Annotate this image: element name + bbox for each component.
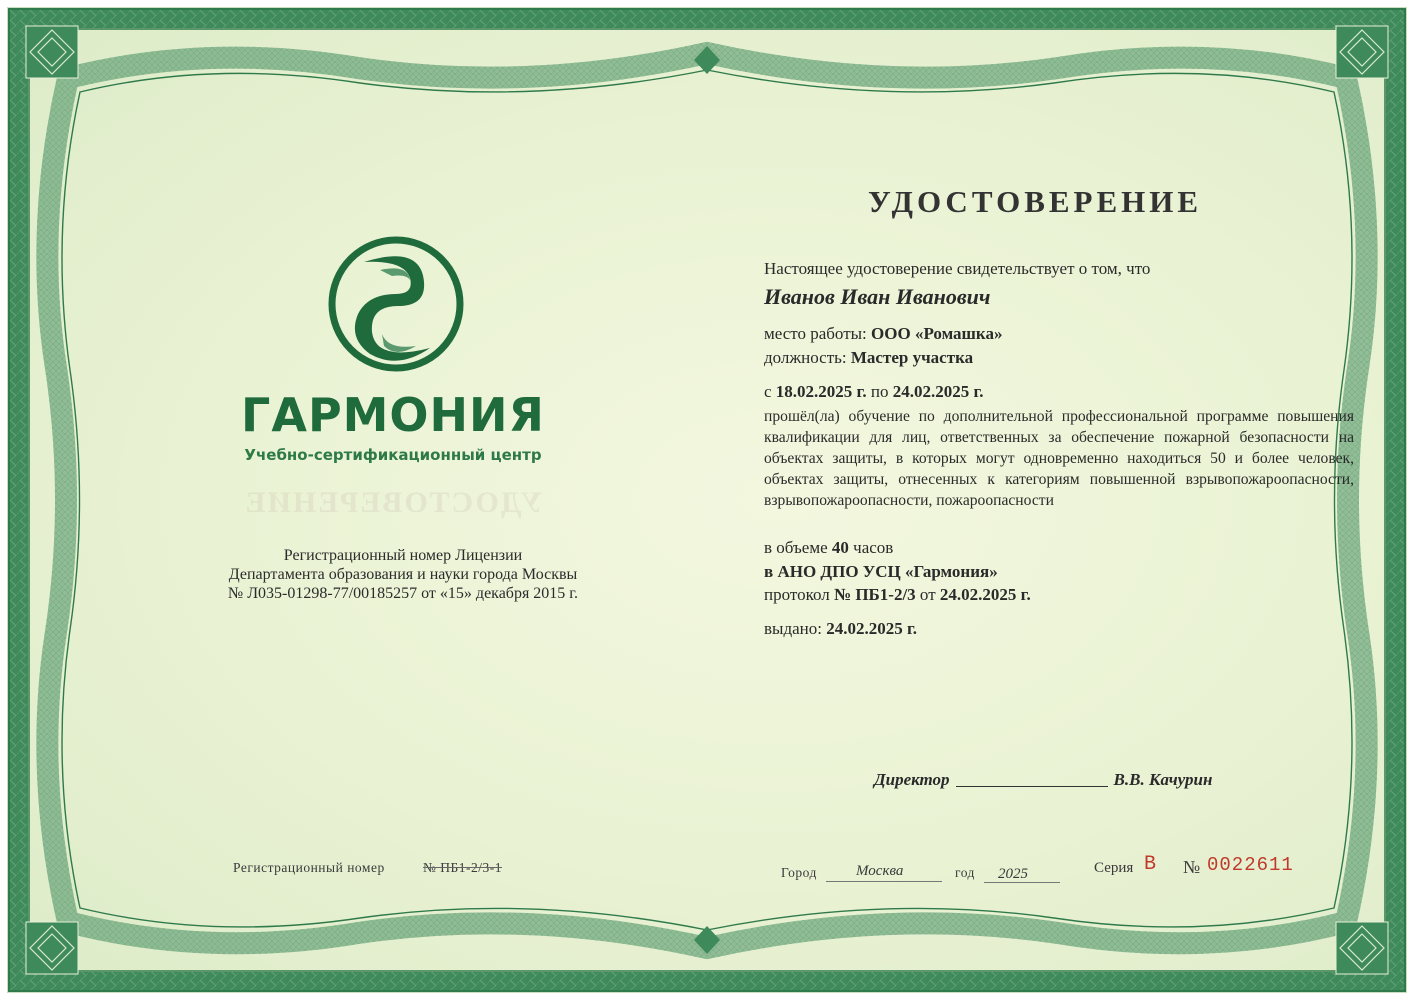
training-dates (764, 382, 984, 402)
registration-number-label: Регистрационный номер (233, 860, 385, 875)
workplace-row (764, 324, 1002, 344)
position-value: Мастер участка (850, 348, 974, 367)
license-line-2: Департамента образования и науки города Москвы (228, 566, 578, 583)
city-label: Город (781, 865, 817, 880)
date-from: 18.02.2025 г. (775, 382, 867, 401)
license-line-1: Регистрационный номер Лицензии (283, 547, 523, 564)
protocol-number: № ПБ1-2/3 (833, 585, 916, 604)
mirrored-watermark: УДОСТОВЕРЕНИЕ (243, 486, 543, 519)
serial-number: 0022611 (1207, 854, 1294, 876)
issued-date: 24.02.2025 г. (826, 619, 918, 638)
position-row (764, 348, 973, 368)
issued-row (764, 619, 917, 639)
organization-row (764, 562, 998, 582)
protocol-date: 24.02.2025 г. (939, 585, 1031, 604)
hours-suffix: часов (853, 538, 894, 557)
signature-line (956, 786, 1108, 787)
hours-prefix: в объеме (764, 538, 828, 557)
protocol-label: протокол (764, 585, 830, 604)
year-value: 2025 (998, 866, 1028, 882)
holder-full-name: Иванов Иван Иванович (764, 284, 991, 309)
logo-wordmark: ГАРМОНИЯ (241, 388, 545, 442)
director-signature-row (874, 770, 1212, 790)
license-line-3: № Л035-01298-77/00185257 от «15» декабря 2015 г. (227, 585, 579, 602)
year-label: год (955, 865, 975, 880)
date-from-prefix: с (764, 382, 772, 401)
license-info (168, 546, 638, 603)
harmony-swirl-logo-icon (326, 234, 466, 374)
org-value: АНО ДПО УСЦ «Гармония» (777, 562, 998, 581)
org-prefix: в (764, 562, 774, 581)
series-value: В (1144, 853, 1157, 876)
city-underline (826, 881, 942, 882)
issued-label: выдано: (764, 619, 822, 638)
certificate-sheet (8, 8, 1406, 992)
intro-text: Настоящее удостоверение свидетельствует о том, что (764, 259, 1151, 278)
position-label: должность: (764, 348, 847, 367)
hours-row (764, 538, 893, 558)
protocol-row (764, 585, 1031, 605)
workplace-label: место работы: (764, 324, 867, 343)
director-label: Директор (874, 770, 950, 789)
number-sign: № (1183, 857, 1201, 877)
date-to: 24.02.2025 г. (892, 382, 984, 401)
date-to-prefix: по (870, 382, 889, 401)
city-value: Москва (856, 863, 904, 879)
director-name: В.В. Качурин (1113, 770, 1213, 789)
hours-value: 40 (831, 538, 849, 557)
protocol-date-prefix: от (919, 585, 936, 604)
logo-subtitle: Учебно-сертификационный центр (244, 446, 542, 464)
document-title: УДОСТОВЕРЕНИЕ (868, 184, 1203, 219)
registration-number-value: № ПБ1-2/3-1 (423, 860, 502, 875)
program-description: прошёл(ла) обучение по дополнительной профессиональной программе повышения квалификации для лиц, ответственных за обеспечение пожарной безопасности на объектах защиты, в которых могут одновременно находиться 50 и более человек, объектах защиты, отнесенных к категориям повышенной взрывопожароопасности, взрывопожароопасности, пожароопасности (764, 408, 1354, 509)
workplace-value: ООО «Ромашка» (871, 324, 1003, 343)
series-label: Серия (1094, 860, 1134, 876)
